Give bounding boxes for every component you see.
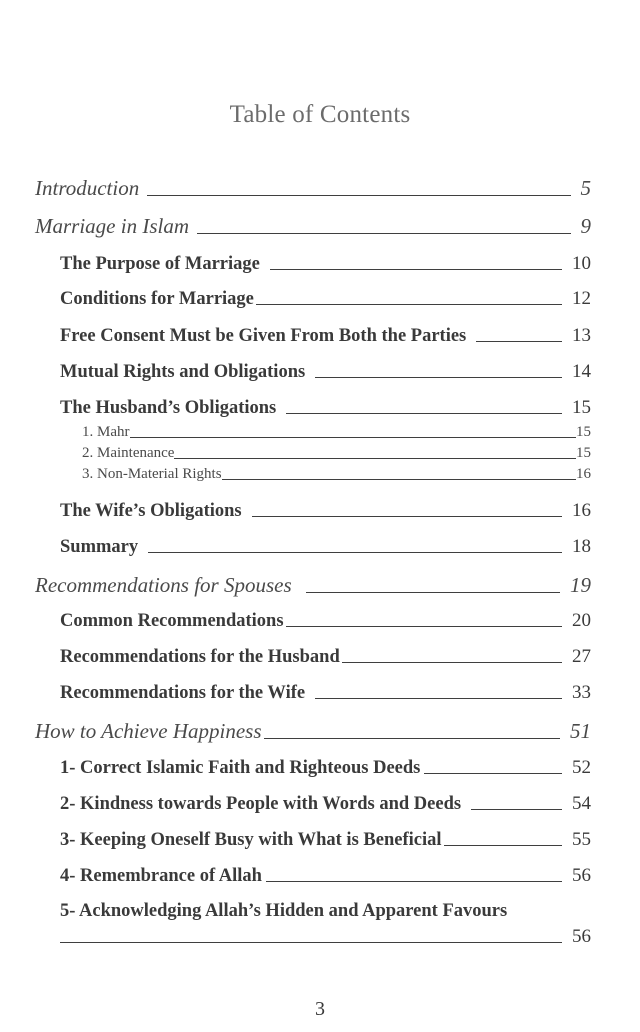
toc-entry[interactable] xyxy=(60,682,591,704)
toc-entry[interactable] xyxy=(35,719,591,744)
toc-entry-page: 13 xyxy=(572,325,591,346)
toc-entry-page: 54 xyxy=(572,793,591,814)
toc-entry-page: 9 xyxy=(580,214,591,238)
toc-entry-continuation[interactable] xyxy=(60,926,591,948)
toc-entry-label: Recommendations for the Husband xyxy=(60,647,340,667)
toc-entry-label: The Husband’s Obligations xyxy=(60,398,277,418)
toc-entry[interactable] xyxy=(60,646,591,668)
toc-entry-page: 12 xyxy=(572,288,591,309)
toc-entry-label: Free Consent Must be Given From Both the Parties xyxy=(60,326,467,346)
toc-entry-label: Common Recommendations xyxy=(60,611,284,631)
toc-entry[interactable] xyxy=(60,793,591,815)
toc-entry-label: Mutual Rights and Obligations xyxy=(60,362,306,382)
leader-line xyxy=(444,845,563,846)
toc-entry-label: 2. Maintenance xyxy=(82,445,175,461)
toc-entry-page: 19 xyxy=(570,573,591,597)
toc-entry[interactable] xyxy=(60,536,591,558)
toc-entry-label: Recommendations for the Wife xyxy=(60,683,306,703)
toc-entry[interactable] xyxy=(60,610,591,632)
toc-entry-label: Recommendations for Spouses xyxy=(35,573,292,597)
toc-entry[interactable] xyxy=(35,573,591,598)
toc-entry-label: Summary xyxy=(60,537,139,557)
toc-entry[interactable] xyxy=(60,500,591,522)
toc-entry-page: 10 xyxy=(572,253,591,274)
toc-entry[interactable] xyxy=(60,865,591,887)
toc-subentry[interactable] xyxy=(82,466,591,483)
toc-entry-page: 18 xyxy=(572,536,591,557)
leader-line xyxy=(147,195,570,196)
toc-entry[interactable] xyxy=(60,288,591,310)
toc-entry-page: 16 xyxy=(572,500,591,521)
toc-entry-page: 56 xyxy=(572,926,591,947)
toc-entry[interactable] xyxy=(60,361,591,383)
toc-entry-label: Introduction xyxy=(35,176,140,200)
toc-entry-page: 51 xyxy=(570,719,591,743)
leader-line xyxy=(315,377,562,378)
leader-line xyxy=(174,458,576,459)
leader-line xyxy=(148,552,562,553)
toc-entry-page: 5 xyxy=(580,176,591,200)
toc-entry-page: 20 xyxy=(572,610,591,631)
toc-entry-page: 55 xyxy=(572,829,591,850)
toc-entry-page: 15 xyxy=(576,445,591,461)
toc-entry-page: 56 xyxy=(572,865,591,886)
leader-line xyxy=(252,516,562,517)
leader-line xyxy=(471,809,562,810)
toc-entry-page: 27 xyxy=(572,646,591,667)
leader-line xyxy=(286,413,562,414)
toc-subentry[interactable] xyxy=(82,424,591,441)
leader-line xyxy=(60,942,562,943)
leader-line xyxy=(264,738,561,739)
leader-line xyxy=(270,269,562,270)
leader-line xyxy=(306,592,560,593)
toc-entry[interactable] xyxy=(60,829,591,851)
page-title: Table of Contents xyxy=(229,101,411,128)
toc-entry-label: How to Achieve Happiness xyxy=(35,719,262,743)
toc-entry-page: 15 xyxy=(572,397,591,418)
toc-entry-label: 3. Non-Material Rights xyxy=(82,466,222,482)
toc-entry[interactable] xyxy=(60,253,591,275)
leader-line xyxy=(256,304,562,305)
leader-line xyxy=(315,698,562,699)
toc-subentry[interactable] xyxy=(82,445,591,462)
toc-entry-label: 3- Keeping Oneself Busy with What is Beneficial xyxy=(60,830,442,850)
toc-entry-label: 1- Correct Islamic Faith and Righteous Deeds xyxy=(60,758,421,778)
leader-line xyxy=(424,773,562,774)
toc-entry-label: Conditions for Marriage xyxy=(60,289,254,309)
leader-line xyxy=(197,233,571,234)
leader-line xyxy=(342,662,562,663)
leader-line xyxy=(266,881,562,882)
toc-entry-label: Marriage in Islam xyxy=(35,214,189,238)
toc-entry-label[interactable]: 5- Acknowledging Allah’s Hidden and Apparent Favours xyxy=(60,901,508,921)
leader-line xyxy=(476,341,562,342)
leader-line xyxy=(286,626,562,627)
toc-entry[interactable] xyxy=(35,214,591,239)
toc-entry-page: 52 xyxy=(572,757,591,778)
toc-entry-page: 14 xyxy=(572,361,591,382)
toc-entry-page: 16 xyxy=(576,466,591,482)
toc-entry[interactable] xyxy=(60,397,591,419)
toc-entry[interactable] xyxy=(60,757,591,779)
toc-entry[interactable] xyxy=(60,325,591,347)
toc-entry-label: The Wife’s Obligations xyxy=(60,501,242,521)
toc-entry-label: 2- Kindness towards People with Words and Deeds xyxy=(60,794,462,814)
toc-entry[interactable] xyxy=(35,176,591,201)
toc-entry-page: 33 xyxy=(572,682,591,703)
toc-entry-label: The Purpose of Marriage xyxy=(60,254,260,274)
page-number: 3 xyxy=(315,998,325,1020)
leader-line xyxy=(130,437,577,438)
toc-entry-label: 4- Remembrance of Allah xyxy=(60,866,262,886)
leader-line xyxy=(222,479,576,480)
toc-entry-page: 15 xyxy=(576,424,591,440)
toc-entry-label: 1. Mahr xyxy=(82,424,130,440)
